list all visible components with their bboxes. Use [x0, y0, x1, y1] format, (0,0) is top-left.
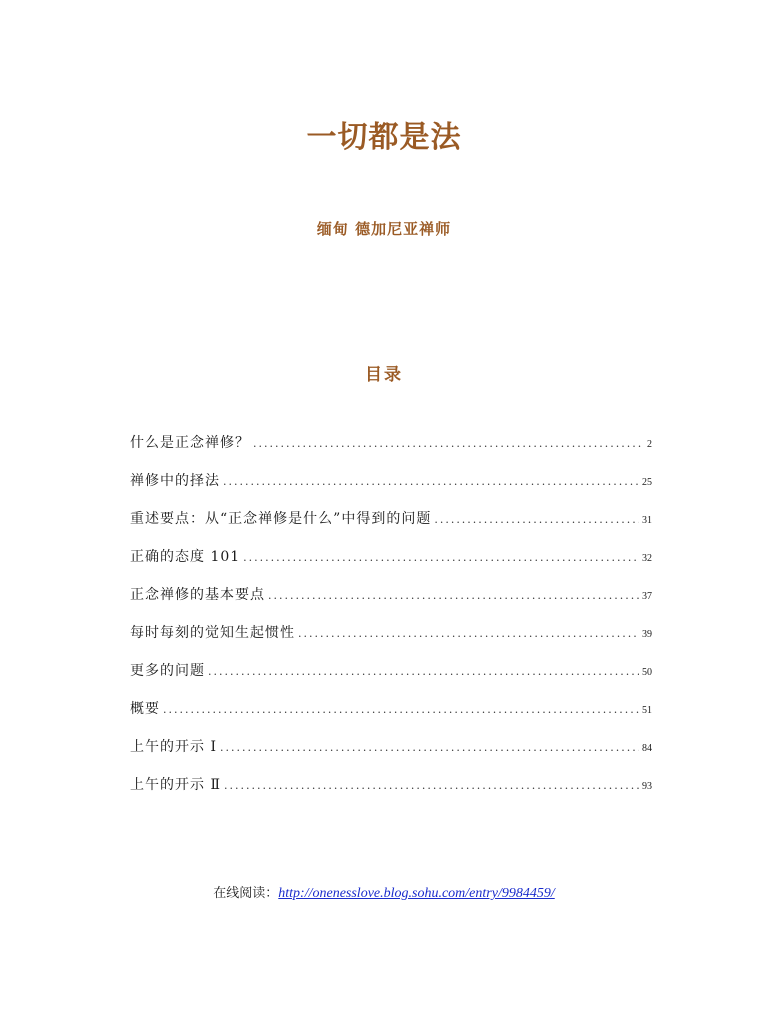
toc-entry[interactable] — [130, 546, 652, 584]
toc-entry[interactable] — [130, 508, 652, 546]
toc-entry[interactable] — [130, 774, 652, 812]
toc-entry-page: 51 — [642, 705, 652, 716]
toc-leader-dots — [208, 665, 639, 678]
toc-entry-label: 上午的开示 Ⅱ — [130, 777, 221, 793]
toc-entry[interactable] — [130, 584, 652, 622]
toc-entry[interactable] — [130, 470, 652, 508]
toc-entry-page: 84 — [642, 743, 652, 754]
toc-leader-dots — [243, 551, 639, 564]
toc-entry-label: 每时每刻的觉知生起惯性 — [130, 625, 295, 641]
toc-entry-label: 概要 — [130, 701, 160, 717]
toc-leader-dots — [220, 741, 639, 754]
toc-leader-dots — [163, 703, 639, 716]
toc-leader-dots — [298, 627, 639, 640]
toc-entry-label: 上午的开示 Ⅰ — [130, 739, 217, 755]
document-author: 缅甸 德加尼亚禅师 — [316, 220, 452, 238]
toc-entry-page: 32 — [642, 553, 652, 564]
document-title: 一切都是法 — [306, 120, 462, 155]
toc-entry-label: 什么是正念禅修？ — [130, 435, 250, 451]
toc-leader-dots — [253, 437, 644, 450]
toc-entry[interactable] — [130, 622, 652, 660]
toc-entry-label: 正念禅修的基本要点 — [130, 587, 265, 603]
toc-entry-page: 2 — [647, 439, 652, 450]
toc-entry-page: 25 — [642, 477, 652, 488]
online-reading-label: 在线阅读： — [213, 886, 279, 901]
online-reading-footer — [0, 882, 768, 902]
toc-entry-label: 更多的问题 — [130, 663, 205, 679]
toc-entry-page: 31 — [642, 515, 652, 526]
toc-entry-label: 禅修中的择法 — [130, 473, 220, 489]
toc-entry-page: 39 — [642, 629, 652, 640]
toc-entry[interactable] — [130, 736, 652, 774]
toc-entry-label: 正确的态度 101 — [130, 549, 241, 565]
toc-entry[interactable] — [130, 698, 652, 736]
toc-entry-page: 37 — [642, 591, 652, 602]
toc-entry-page: 93 — [642, 781, 652, 792]
toc-entry-label: 重述要点：从“正念禅修是什么”中得到的问题 — [130, 511, 432, 527]
toc-leader-dots — [223, 475, 639, 488]
toc-leader-dots — [224, 779, 639, 792]
toc-leader-dots — [434, 513, 639, 526]
toc-entry[interactable] — [130, 432, 652, 470]
table-of-contents — [130, 432, 652, 812]
online-reading-link[interactable]: http://onenesslove.blog.sohu.com/entry/9984459/ — [278, 886, 555, 901]
toc-heading: 目录 — [365, 365, 403, 385]
toc-entry[interactable] — [130, 660, 652, 698]
toc-leader-dots — [268, 589, 639, 602]
toc-entry-page: 50 — [642, 667, 652, 678]
